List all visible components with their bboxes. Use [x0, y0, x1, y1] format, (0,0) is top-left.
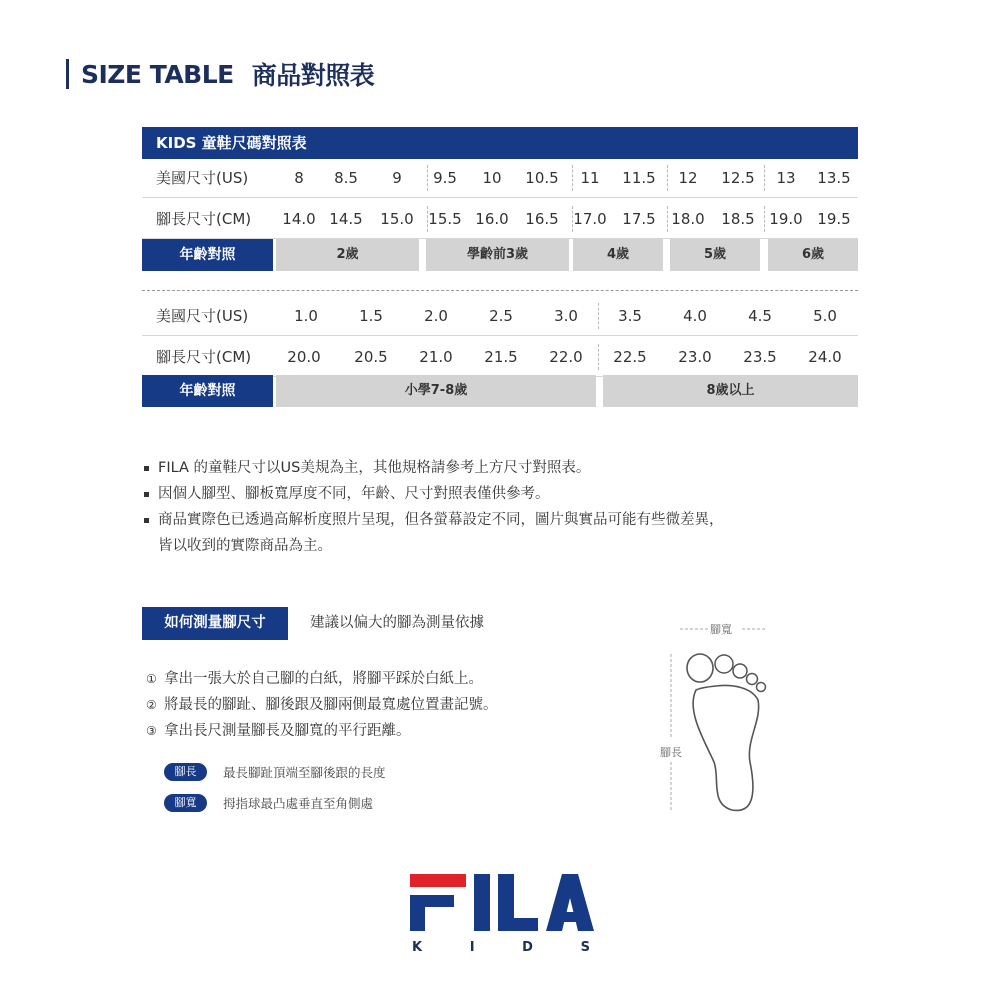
measure-steps [146, 666, 498, 744]
foot-length-label: 腳長 [660, 746, 682, 759]
legend-tag: 腳寬 [164, 794, 207, 812]
foot-outline-icon [660, 612, 790, 822]
legend-foot-width [164, 793, 373, 813]
us-size-cell: 12.5 [721, 169, 755, 187]
cm-size-cell: 17.5 [622, 210, 656, 228]
step-text: 拿出一張大於自己腳的白紙，將腳平踩於白紙上。 [164, 671, 483, 687]
step-number: ② [146, 698, 157, 712]
age-box: 小學7-8歲 [276, 375, 596, 407]
age-box: 6歲 [768, 239, 858, 271]
column-divider [598, 344, 599, 370]
us-size-cell: 9 [392, 169, 402, 187]
cm-size-cell: 17.0 [573, 210, 607, 228]
kids-letter: I [469, 940, 475, 955]
us-size-cell: 10 [482, 169, 502, 187]
cm-size-label: 腳長尺寸(CM) [156, 348, 252, 366]
us-size-cell: 1.0 [294, 307, 318, 325]
age-box: 5歲 [670, 239, 760, 271]
us-size-label: 美國尺寸(US) [156, 307, 249, 325]
foot-diagram [660, 612, 790, 822]
measure-step [146, 692, 498, 718]
note-item: 商品實際色已透過高解析度照片呈現，但各螢幕設定不同，圖片與實品可能有些微差異， [142, 507, 858, 533]
kids-letter: K [412, 940, 423, 955]
cm-size-cell: 20.5 [354, 348, 388, 366]
column-divider [764, 165, 765, 191]
us-size-cell: 4.0 [683, 307, 707, 325]
table-divider [142, 290, 858, 291]
cm-size-cell: 19.5 [817, 210, 851, 228]
cm-size-cell: 14.0 [282, 210, 316, 228]
kids-sub-logo [412, 940, 590, 955]
page-title [66, 56, 374, 92]
column-divider [667, 165, 668, 191]
cm-size-cell: 22.0 [549, 348, 583, 366]
note-item: 因個人腳型、腳板寬厚度不同，年齡、尺寸對照表僅供參考。 [142, 481, 858, 507]
table2-cm-row [142, 338, 858, 377]
us-size-cell: 2.5 [489, 307, 513, 325]
fila-logo-icon [400, 868, 600, 938]
us-size-cell: 3.0 [554, 307, 578, 325]
cm-size-cell: 21.0 [419, 348, 453, 366]
legend-foot-length [164, 762, 386, 782]
how-to-measure-heading: 如何測量腳尺寸 [142, 607, 288, 640]
us-size-cell: 8 [294, 169, 304, 187]
measure-step [146, 666, 498, 692]
step-number: ① [146, 672, 157, 686]
cm-size-cell: 15.5 [428, 210, 462, 228]
us-size-cell: 10.5 [525, 169, 559, 187]
column-divider [764, 206, 765, 232]
us-size-cell: 9.5 [433, 169, 457, 187]
note-continuation: 皆以收到的實際商品為主。 [158, 538, 332, 554]
cm-size-cell: 18.0 [671, 210, 705, 228]
table2-age-row [142, 375, 858, 407]
cm-size-cell: 20.0 [287, 348, 321, 366]
age-box: 2歲 [276, 239, 419, 271]
step-number: ③ [146, 724, 157, 738]
us-size-cell: 13 [776, 169, 796, 187]
age-label: 年齡對照 [142, 239, 273, 271]
us-size-cell: 8.5 [334, 169, 358, 187]
table2-us-row [142, 297, 858, 336]
legend-tag: 腳長 [164, 763, 207, 781]
title-zh: 商品對照表 [251, 61, 375, 90]
cm-size-cell: 14.5 [329, 210, 363, 228]
notes-list [142, 455, 858, 559]
cm-size-label: 腳長尺寸(CM) [156, 210, 252, 228]
cm-size-cell: 15.0 [380, 210, 414, 228]
step-text: 將最長的腳趾、腳後跟及腳兩側最寬處位置畫記號。 [164, 697, 498, 713]
measure-step [146, 718, 498, 744]
foot-width-label: 腳寬 [710, 623, 732, 636]
us-size-cell: 11 [580, 169, 600, 187]
kids-letter: D [522, 940, 533, 955]
us-size-cell: 5.0 [813, 307, 837, 325]
age-box: 8歲以上 [603, 375, 858, 407]
cm-size-cell: 18.5 [721, 210, 755, 228]
age-box: 4歲 [573, 239, 663, 271]
cm-size-cell: 23.0 [678, 348, 712, 366]
us-size-cell: 2.0 [424, 307, 448, 325]
cm-size-cell: 19.0 [769, 210, 803, 228]
kids-size-table-header: KIDS 童鞋尺碼對照表 [142, 127, 858, 159]
us-size-cell: 11.5 [622, 169, 656, 187]
us-size-cell: 13.5 [817, 169, 851, 187]
column-divider [667, 206, 668, 232]
us-size-label: 美國尺寸(US) [156, 169, 249, 187]
note-item: FILA 的童鞋尺寸以US美規為主，其他規格請參考上方尺寸對照表。 [142, 455, 858, 481]
column-divider [427, 165, 428, 191]
title-en: SIZE TABLE [81, 59, 234, 89]
column-divider [598, 303, 599, 329]
kids-letter: S [580, 940, 590, 955]
us-size-cell: 4.5 [748, 307, 772, 325]
us-size-cell: 12 [678, 169, 698, 187]
us-size-cell: 3.5 [618, 307, 642, 325]
step-text: 拿出長尺測量腳長及腳寬的平行距離。 [164, 723, 411, 739]
table1-age-row [142, 239, 858, 271]
column-divider [572, 165, 573, 191]
age-label: 年齡對照 [142, 375, 273, 407]
cm-size-cell: 16.0 [475, 210, 509, 228]
table1-us-row [142, 159, 858, 198]
cm-size-cell: 23.5 [743, 348, 777, 366]
title-accent-bar [66, 59, 69, 89]
age-box: 學齡前3歲 [426, 239, 569, 271]
cm-size-cell: 21.5 [484, 348, 518, 366]
cm-size-cell: 16.5 [525, 210, 559, 228]
cm-size-cell: 24.0 [808, 348, 842, 366]
table1-cm-row [142, 200, 858, 239]
us-size-cell: 1.5 [359, 307, 383, 325]
legend-text: 最長腳趾頂端至腳後跟的長度 [223, 765, 386, 780]
measure-subtitle: 建議以偏大的腳為測量依據 [310, 615, 484, 631]
legend-text: 拇指球最凸處垂直至角側處 [223, 796, 374, 811]
cm-size-cell: 22.5 [613, 348, 647, 366]
